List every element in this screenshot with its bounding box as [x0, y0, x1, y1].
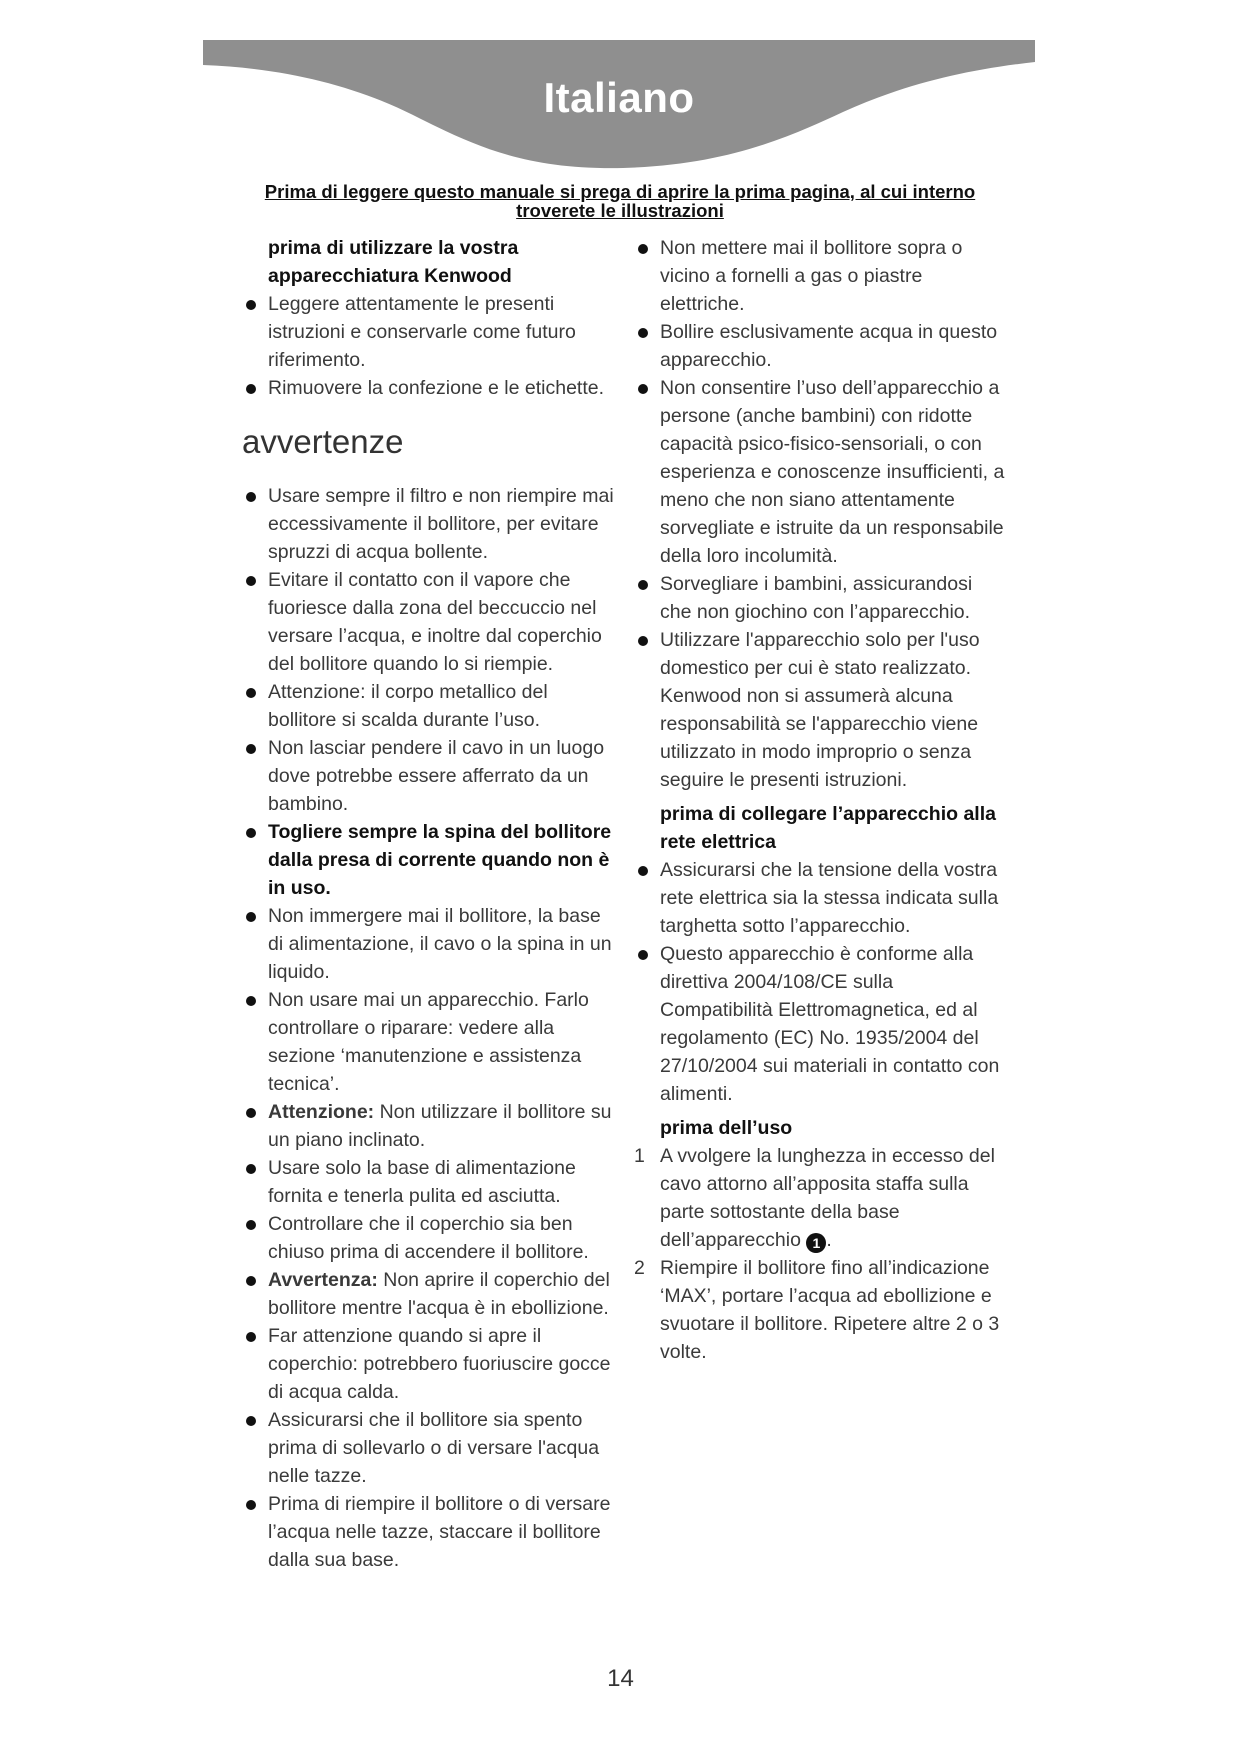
language-header	[203, 40, 1035, 175]
step-1	[632, 1142, 1007, 1254]
intro-note: Prima di leggere questo manuale si prega di aprire la prima pagina, al cui interno troverete le illustrazioni	[264, 181, 976, 221]
list-item-attenzione	[240, 1098, 615, 1154]
step-2	[632, 1254, 1007, 1366]
list-item: Rimuovere la confezione e le etichette.	[240, 374, 615, 402]
list-item: Far attenzione quando si apre il coperchio: potrebbero fuoriuscire gocce di acqua calda.	[240, 1322, 615, 1406]
step-1-text: A vvolgere la lunghezza in eccesso del cavo attorno all’apposita staffa sulla parte sottostante della base dell’apparecchio	[660, 1145, 995, 1251]
avvertenza-label: Avvertenza:	[268, 1269, 378, 1291]
list-item: Controllare che il coperchio sia ben chiuso prima di accendere il bollitore.	[240, 1210, 615, 1266]
list-item: Non consentire l’uso dell’apparecchio a persone (anche bambini) con ridotte capacità psico-fisico-sensoriali, o con esperienza e conoscenze insufficienti, a meno che non siano attentamente sorvegliate e istruite da un responsabile della loro incolumità.	[632, 374, 1007, 570]
page-number: 14	[607, 1665, 634, 1692]
list-item: Non lasciar pendere il cavo in un luogo dove potrebbe essere afferrato da un bambino.	[240, 734, 615, 818]
list-item: Utilizzare l'apparecchio solo per l'uso domestico per cui è stato realizzato. Kenwood non si assumerà alcuna responsabilità se l'apparecchio viene utilizzato in modo improprio o senza seguire le presenti istruzioni.	[632, 626, 1007, 794]
list-item: Usare sempre il filtro e non riempire mai eccessivamente il bollitore, per evitare spruzzi di acqua bollente.	[240, 482, 615, 566]
list-item: Assicurarsi che la tensione della vostra rete elettrica sia la stessa indicata sulla targhetta sotto l’apparecchio.	[632, 856, 1007, 940]
language-title: Italiano	[543, 74, 695, 121]
list-item: Sorvegliare i bambini, assicurandosi che non giochino con l’apparecchio.	[632, 570, 1007, 626]
step-number: 2	[634, 1257, 645, 1279]
section-title-warnings: avvertenze	[242, 423, 404, 460]
list-item: Evitare il contatto con il vapore che fuoriesce dalla zona del beccuccio nel versare l’acqua, e inoltre dal coperchio del bollitore quando lo si riempie.	[240, 566, 615, 678]
avvertenza-text: Non aprire il coperchio del bollitore mentre l'acqua è in ebollizione.	[268, 1269, 610, 1319]
list-item: Questo apparecchio è conforme alla direttiva 2004/108/CE sulla Compatibilità Elettromagnetica, ed al regolamento (EC) No. 1935/2004 del 27/10/2004 sui materiali in contatto con alimenti.	[632, 940, 1007, 1108]
list-item-avvertenza	[240, 1266, 615, 1322]
left-column	[240, 234, 615, 1574]
heading-before-connecting: prima di collegare l’apparecchio alla rete elettrica	[660, 803, 996, 853]
right-column	[632, 234, 1007, 1366]
step-1-end: .	[826, 1229, 832, 1251]
attenzione-label: Attenzione:	[268, 1101, 375, 1123]
list-item: Usare solo la base di alimentazione fornita e tenerla pulita ed asciutta.	[240, 1154, 615, 1210]
heading-first-use: prima dell’uso	[660, 1117, 793, 1139]
list-item: Assicurarsi che il bollitore sia spento prima di sollevarlo o di versare l'acqua nelle tazze.	[240, 1406, 615, 1490]
step-number: 1	[634, 1145, 645, 1167]
attenzione-text: Non utilizzare il bollitore su un piano inclinato.	[268, 1101, 612, 1151]
list-item: Non usare mai un apparecchio. Farlo controllare o riparare: vedere alla sezione ‘manutenzione e assistenza tecnica’.	[240, 986, 615, 1098]
list-item: Leggere attentamente le presenti istruzioni e conservarle come futuro riferimento.	[240, 290, 615, 374]
list-item: Non mettere mai il bollitore sopra o vicino a fornelli a gas o piastre elettriche.	[632, 234, 1007, 318]
figure-1-icon: 1	[806, 1233, 826, 1253]
heading-before-use: prima di utilizzare la vostra apparecchiatura Kenwood	[268, 237, 519, 287]
step-2-text: Riempire il bollitore fino all’indicazione ‘MAX’, portare l’acqua ad ebollizione e svuotare il bollitore. Ripetere altre 2 o 3 volte.	[660, 1257, 1000, 1363]
list-item: Attenzione: il corpo metallico del bollitore si scalda durante l’uso.	[240, 678, 615, 734]
list-item: Bollire esclusivamente acqua in questo apparecchio.	[632, 318, 1007, 374]
list-item: Prima di riempire il bollitore o di versare l’acqua nelle tazze, staccare il bollitore dalla sua base.	[240, 1490, 615, 1574]
list-item: Non immergere mai il bollitore, la base di alimentazione, il cavo o la spina in un liquido.	[240, 902, 615, 986]
list-item-bold-warning: Togliere sempre la spina del bollitore dalla presa di corrente quando non è in uso.	[240, 818, 615, 902]
